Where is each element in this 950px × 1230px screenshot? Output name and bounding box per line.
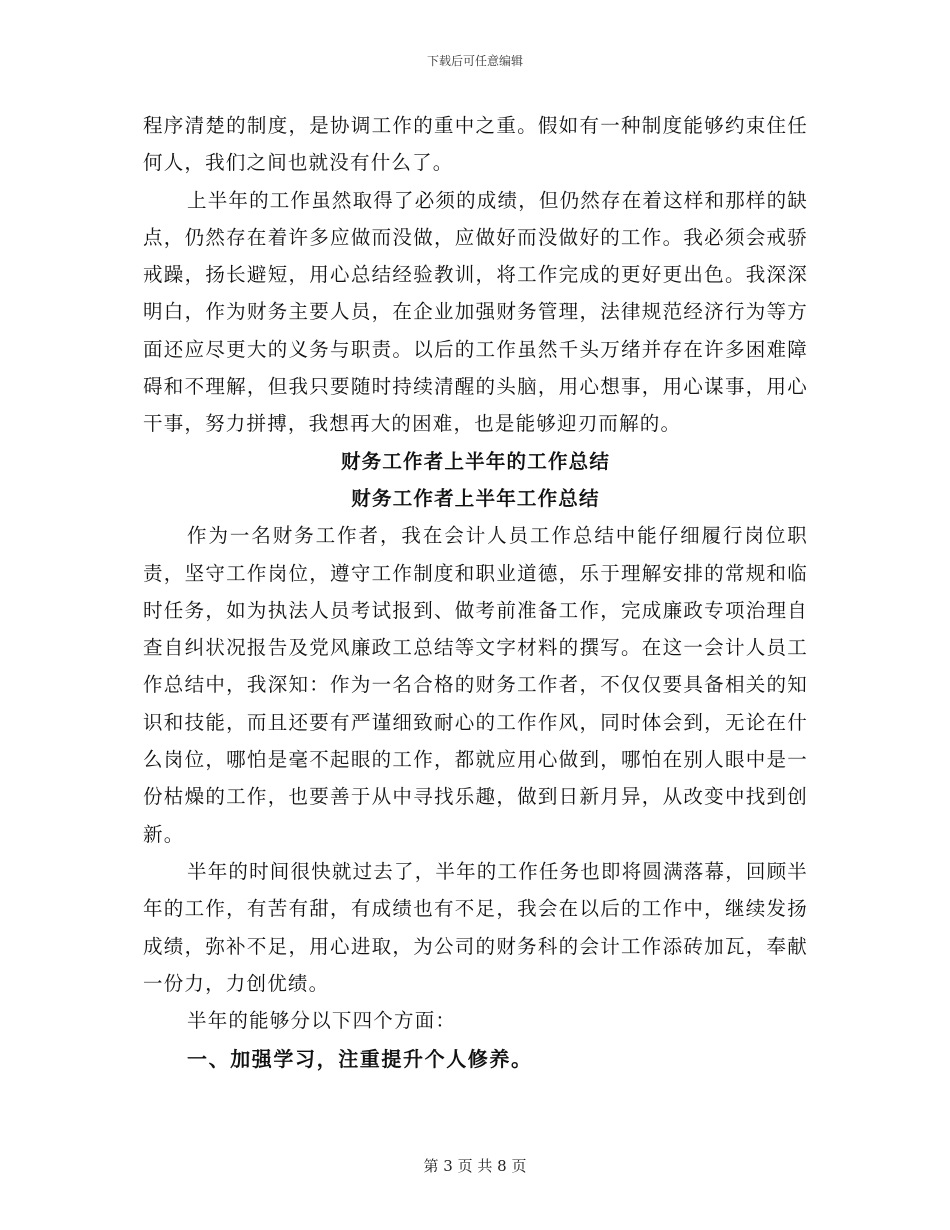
paragraph-review: 半年的时间很快就过去了，半年的工作任务也即将圆满落幕，回顾半年的工作，有苦有甜，有成绩也有不足，我会在以后的工作中，继续发扬成绩，弥补不足，用心进取，为公司的财务科的会计工作添砖加瓦，奉献一份力，力创优绩。 [143, 859, 809, 995]
document-body [143, 107, 808, 1079]
document-subtitle: 财务工作者上半年工作总结 [351, 486, 600, 510]
paragraph-four-aspects: 半年的能够分以下四个方面： [187, 1009, 457, 1033]
paragraph-continuation: 程序清楚的制度，是协调工作的重中之重。假如有一种制度能够约束住任何人，我们之间也就没有什么了。 [143, 114, 808, 175]
paragraph-duties: 作为一名财务工作者，我在会计人员工作总结中能仔细履行岗位职责，坚守工作岗位，遵守工作制度和职业道德，乐于理解安排的常规和临时任务，如为执法人员考试报到、做考前准备工作，完成廉政专项治理自查自纠状况报告及党风廉政工总结等文字材料的撰写。在这一会计人员工作总结中，我深知：作为一名合格的财务工作者，不仅仅要具备相关的知识和技能，而且还要有严谨细致耐心的工作作风，同时体会到，无论在什么岗位，哪怕是毫不起眼的工作，都就应用心做到，哪怕在别人眼中是一份枯燥的工作，也要善于从中寻找乐趣，做到日新月异，从改变中找到创新。 [143, 524, 808, 846]
page-number: 第 3 页 共 8 页 [423, 1157, 527, 1175]
paragraph-shortcomings: 上半年的工作虽然取得了必须的成绩，但仍然存在着这样和那样的缺点，仍然存在着许多应做而没做，应做好而没做好的工作。我必须会戒骄戒躁，扬长避短，用心总结经验教训，将工作完成的更好更出色。我深深明白，作为财务主要人员，在企业加强财务管理，法律规范经济行为等方面还应尽更大的义务与职责。以后的工作虽然千头万绪并存在许多困难障碍和不理解，但我只要随时持续清醒的头脑，用心想事，用心谋事，用心干事，努力拼搏，我想再大的困难，也是能够迎刃而解的。 [143, 188, 809, 436]
page-header-note: 下载后可任意编辑 [426, 54, 523, 68]
document-title: 财务工作者上半年的工作总结 [340, 449, 611, 473]
section-heading-1: 一、加强学习，注重提升个人修养。 [187, 1047, 533, 1072]
